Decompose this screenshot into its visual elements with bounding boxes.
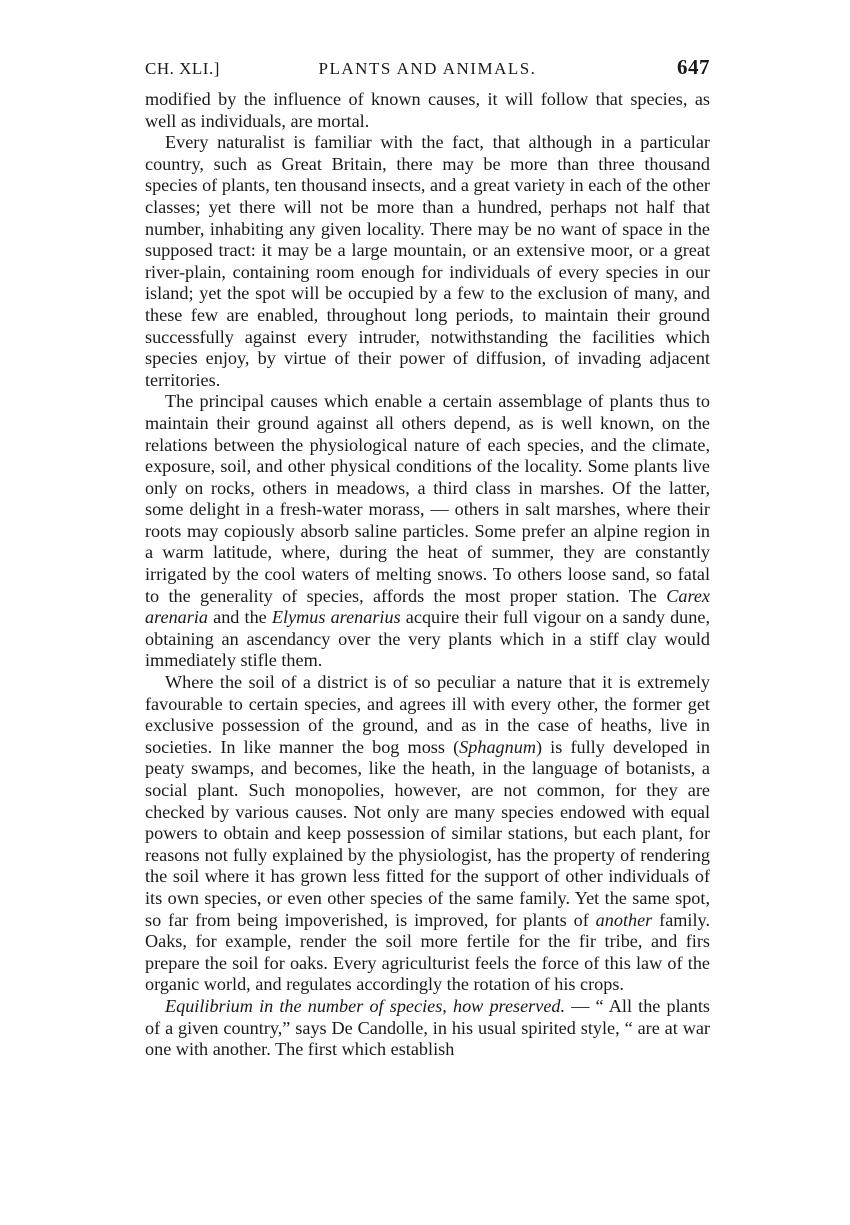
text-run: The principal causes which enable a certain assemblage of plants thus to maintain their ground against all others depend, as is well known, on the relations between the physiological nature of each species, and the climate, exposure, soil, and other physical conditions of the locality. Some plants live only on rocks, others in meadows, a third class in marshes. Of the latter, some delight in a fresh-water morass, — others in salt marshes, where their roots may copiously absorb saline particles. Some prefer an alpine region in a warm latitude, where, during the heat of summer, they are constantly irrigated by the cool waters of melting snows. To others loose sand, so fatal to the generality of species, affords the most proper station. The	[145, 391, 710, 606]
paragraph	[145, 996, 710, 1061]
text-run: modified by the influence of known causes, it will follow that species, as well as individuals, are mortal.	[145, 89, 710, 131]
italic-text: Equilibrium in the number of species, how preserved.	[165, 995, 566, 1016]
italic-text: another	[595, 909, 653, 930]
paragraph	[145, 132, 710, 391]
text-run: and the	[207, 607, 272, 628]
paragraph	[145, 89, 710, 132]
text-run: family. Oaks, for example, render the soil more fertile for the fir tribe, and firs prepare the soil for oaks. Every agriculturist feels the force of this law of the organic world, and regulates accordingly the rotation of his crops.	[145, 909, 710, 995]
italic-text: Sphagnum	[459, 736, 536, 757]
paragraph	[145, 672, 710, 996]
text-run: — “ All the plants of a given country,” says De Candolle, in his usual spirited style, “ are at war one with another. The first which establish	[145, 995, 710, 1060]
page-number: 647	[677, 55, 710, 79]
chapter-label: CH. XLI.]	[145, 59, 220, 78]
text-run: Every naturalist is familiar with the fact, that although in a particular country, such as Great Britain, there may be more than three thousand species of plants, ten thousand insects, and a great variety in each of the other classes; yet there will not be more than a hundred, perhaps not half that number, inhabiting any given locality. There may be no want of space in the supposed tract: it may be a large mountain, or an extensive moor, or a great river-plain, containing room enough for individuals of every species in our island; yet the spot will be occupied by a few to the exclusion of many, and these few are enabled, throughout long periods, to maintain their ground successfully against every intruder, notwithstanding the facilities which species enjoy, by virtue of their power of diffusion, of invading adjacent territories.	[145, 132, 710, 390]
italic-text: Elymus arenarius	[271, 607, 401, 628]
body-text	[145, 89, 710, 1061]
running-title: PLANTS AND ANIMALS.	[318, 59, 537, 78]
italic-text: Carex arenaria	[145, 585, 710, 628]
text-run: acquire their full vigour on a sandy dune, obtaining an ascendancy over the very plants which in a stiff clay would immediately stifle them.	[145, 607, 710, 671]
text-run: Where the soil of a district is of so peculiar a nature that it is extremely favourable to certain species, and agrees ill with every other, the former get exclusive possession of the ground, and as in the case of heaths, live in societies. In like manner the bog moss (	[145, 672, 710, 757]
paragraph	[145, 391, 710, 672]
running-header	[145, 55, 710, 85]
text-run: ) is fully developed in peaty swamps, and becomes, like the heath, in the language of botanists, a social plant. Such monopolies, however, are not common, for they are checked by various causes. Not only are many species endowed with equal powers to obtain and keep possession of similar stations, but each plant, for reasons not fully explained by the physiologist, has the property of rendering the soil where it has grown less fitted for the support of other individuals of its own species, or even other species of the same family. Yet the same spot, so far from being impoverished, is improved, for plants of	[145, 736, 710, 930]
